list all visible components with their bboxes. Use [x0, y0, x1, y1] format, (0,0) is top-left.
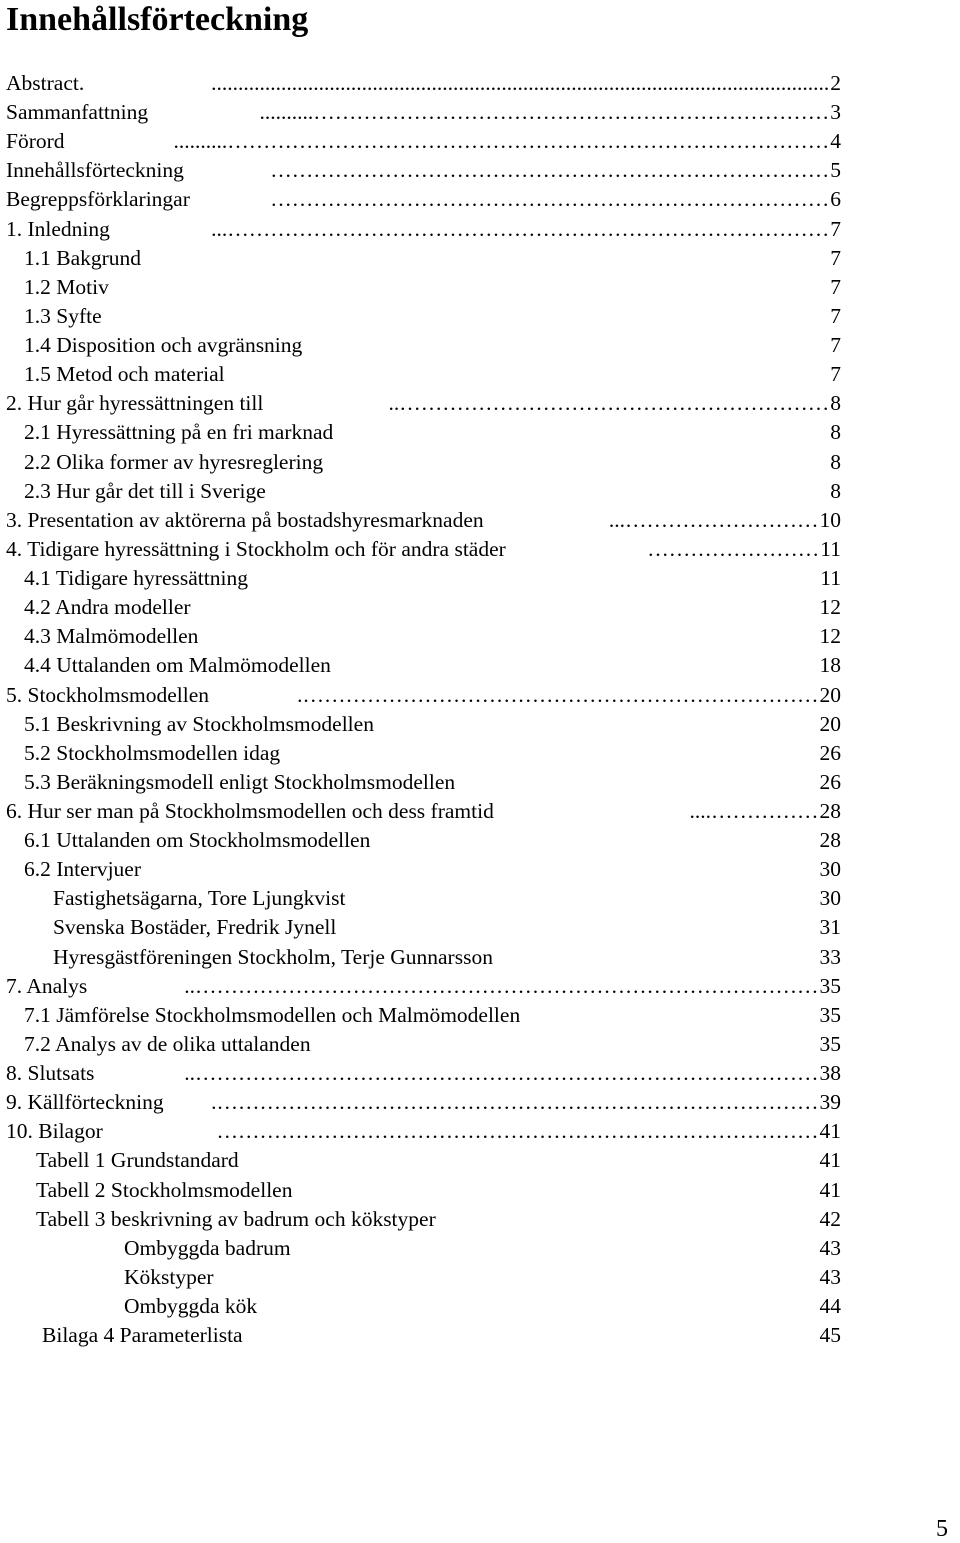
toc-entry — [24, 244, 861, 273]
toc-entry-page: 7 — [830, 333, 841, 358]
toc-entry-label: 6.1 Uttalanden om Stockholmsmodellen — [24, 828, 371, 853]
toc-entry-label: Begreppsförklaringar — [6, 187, 190, 212]
toc-entry-label: 9. Källförteckning — [6, 1090, 164, 1115]
toc-entry-leader: …………………………………………………………………………….. — [184, 1061, 819, 1086]
page-number: 5 — [936, 1516, 948, 1542]
toc-entry-label: Ombyggda kök — [124, 1294, 258, 1319]
toc-entry — [53, 913, 861, 942]
toc-entry-leader: …………………………………………………………………………... — [211, 216, 830, 241]
toc-entry-page: 42 — [819, 1206, 841, 1231]
toc-entry-label: 2.3 Hur går det till i Sverige — [24, 478, 266, 503]
toc-entry-page: 8 — [830, 391, 841, 416]
toc-entry — [6, 535, 861, 564]
toc-entry — [24, 448, 861, 477]
toc-entry — [24, 273, 861, 302]
toc-entry-page: 7 — [830, 274, 841, 299]
toc-entry-label: 1.2 Motiv — [24, 274, 109, 299]
toc-entry — [36, 1146, 861, 1175]
toc-entry — [6, 681, 861, 710]
toc-entry — [6, 98, 861, 127]
toc-entry — [6, 506, 861, 535]
toc-entry — [6, 797, 861, 826]
toc-entry — [6, 1117, 861, 1146]
toc-entry-label: Tabell 2 Stockholmsmodellen — [36, 1177, 293, 1202]
toc-entry-page: 35 — [819, 1002, 841, 1027]
toc-entry — [6, 972, 861, 1001]
toc-entry-leader: …………………… — [647, 536, 820, 561]
toc-entry-label: Hyresgästföreningen Stockholm, Terje Gunnarsson — [53, 944, 493, 969]
toc-entry-page: 43 — [819, 1235, 841, 1260]
toc-entry-page: 7 — [830, 303, 841, 328]
toc-entry — [24, 418, 861, 447]
toc-entry-page: 35 — [819, 1031, 841, 1056]
page-title: Innehållsförteckning — [6, 1, 309, 38]
toc-entry-label: 8. Slutsats — [6, 1061, 95, 1086]
toc-entry — [24, 768, 861, 797]
toc-entry-page: 10 — [819, 507, 841, 532]
toc-entry — [6, 1088, 861, 1117]
toc-entry-page: 31 — [819, 915, 841, 940]
toc-entry-label: 10. Bilagor — [6, 1119, 103, 1144]
toc-entry-page: 28 — [819, 828, 841, 853]
toc-entry-page: 11 — [820, 566, 841, 591]
toc-entry — [6, 156, 861, 185]
toc-entry-label: Förord — [6, 129, 65, 154]
toc-entry-label: Kökstyper — [124, 1264, 214, 1289]
toc-entry — [6, 185, 861, 214]
toc-entry-leader: …………………………………………………………………… — [270, 187, 830, 212]
toc-entry-label: 4.2 Andra modeller — [24, 595, 191, 620]
toc-entry-page: 41 — [819, 1148, 841, 1173]
toc-entry-page: 38 — [819, 1061, 841, 1086]
toc-entry-leader: ………………………………………………………………. — [297, 682, 819, 707]
toc-entry-page: 8 — [830, 478, 841, 503]
toc-entry-label: 5. Stockholmsmodellen — [6, 682, 210, 707]
toc-entry — [124, 1234, 861, 1263]
toc-entry-page: 26 — [819, 740, 841, 765]
toc-entry-label: 1.1 Bakgrund — [24, 245, 142, 270]
toc-entry — [53, 943, 861, 972]
toc-entry — [24, 1001, 861, 1030]
toc-entry-label: 5.2 Stockholmsmodellen idag — [24, 740, 281, 765]
toc-entry-label: 4.1 Tidigare hyressättning — [24, 566, 248, 591]
toc-entry — [24, 331, 861, 360]
toc-entry-page: 3 — [830, 100, 841, 125]
toc-entry — [24, 564, 861, 593]
toc-entry-page: 30 — [819, 857, 841, 882]
toc-entry-page: 41 — [819, 1177, 841, 1202]
toc-entry-page: 30 — [819, 886, 841, 911]
toc-entry-page: 8 — [830, 449, 841, 474]
toc-entry-page: 44 — [819, 1294, 841, 1319]
toc-entry — [42, 1321, 861, 1350]
toc-entry-page: 12 — [819, 624, 841, 649]
toc-entry-page: 41 — [819, 1119, 841, 1144]
toc-entry-label: 6. Hur ser man på Stockholmsmodellen och dess framtid — [6, 799, 494, 823]
toc-entry — [24, 739, 861, 768]
toc-entry — [24, 622, 861, 651]
toc-entry — [24, 593, 861, 622]
toc-entry — [24, 477, 861, 506]
toc-entry-label: Tabell 1 Grundstandard — [36, 1148, 239, 1173]
toc-entry — [24, 360, 861, 389]
toc-entry-page: 28 — [819, 799, 841, 823]
toc-entry — [6, 1059, 861, 1088]
toc-entry-label: 2.2 Olika former av hyresreglering — [24, 449, 324, 474]
toc-entry-label: 2. Hur går hyressättningen till — [6, 391, 264, 416]
toc-entry-leader: ………………………………………………………………………….......... — [173, 129, 830, 154]
toc-entry-label: 2.1 Hyressättning på en fri marknad — [24, 420, 334, 445]
toc-entry-label: 7.1 Jämförelse Stockholmsmodellen och Malmömodellen — [24, 1002, 521, 1027]
toc-entry-label: 7.2 Analys av de olika uttalanden — [24, 1031, 311, 1056]
toc-entry-label: Bilaga 4 Parameterlista — [42, 1323, 243, 1348]
toc-entry-label: Tabell 3 beskrivning av badrum och kökstyper — [36, 1206, 436, 1231]
toc-entry-label: 4. Tidigare hyressättning i Stockholm och för andra städer — [6, 536, 506, 561]
toc-entry-page: 20 — [819, 682, 841, 707]
toc-entry-page: 12 — [819, 595, 841, 620]
toc-entry — [53, 884, 861, 913]
toc-entry-page: 33 — [819, 944, 841, 969]
toc-entry-label: 1.5 Metod och material — [24, 362, 225, 387]
toc-entry-leader: …………………………………………………………………………….. — [184, 973, 819, 998]
toc-entry-label: 5.3 Beräkningsmodell enligt Stockholmsmodellen — [24, 769, 456, 794]
toc-entry — [6, 69, 861, 98]
toc-entry-label: Fastighetsägarna, Tore Ljungkvist — [53, 886, 346, 911]
toc-entry-page: 2 — [830, 71, 841, 95]
toc-entry-label: 3. Presentation av aktörerna på bostadshyresmarknaden — [6, 507, 484, 532]
toc-entry — [36, 1205, 861, 1234]
toc-entry — [6, 127, 861, 156]
toc-entry-label: Innehållsförteckning — [6, 158, 184, 183]
toc-entry-page: 20 — [819, 711, 841, 736]
toc-entry-leader: …………………………………………………………………………. — [211, 1090, 819, 1115]
toc-entry-label: 1.3 Syfte — [24, 303, 102, 328]
toc-entry-page: 26 — [819, 769, 841, 794]
toc-entry-page: 7 — [830, 245, 841, 270]
toc-entry — [124, 1263, 861, 1292]
toc-entry-page: 6 — [830, 187, 841, 212]
toc-entry-label: Svenska Bostäder, Fredrik Jynell — [53, 915, 337, 940]
toc-entry-label: Ombyggda badrum — [124, 1235, 291, 1260]
toc-entry-label: 4.3 Malmömodellen — [24, 624, 199, 649]
toc-entry-page: 7 — [830, 216, 841, 241]
toc-entry-label: Sammanfattning — [6, 100, 149, 125]
toc-entry — [24, 855, 861, 884]
toc-entry — [24, 651, 861, 680]
toc-entry-label: Abstract. — [6, 71, 85, 95]
toc-entry-leader: ………………………………………………………………………… — [216, 1119, 819, 1144]
toc-entry — [24, 302, 861, 331]
toc-entry — [24, 1030, 861, 1059]
toc-entry-label: 1.4 Disposition och avgränsning — [24, 333, 303, 358]
toc-entry-leader: ................................................................................................................... — [211, 71, 830, 95]
toc-entry-label: 4.4 Uttalanden om Malmömodellen — [24, 653, 331, 678]
toc-entry-page: 7 — [830, 362, 841, 387]
toc-entry-label: 5.1 Beskrivning av Stockholmsmodellen — [24, 711, 374, 736]
toc-entry — [6, 215, 861, 244]
toc-entry — [24, 826, 861, 855]
toc-entry-page: 4 — [830, 129, 841, 154]
toc-entry-page: 35 — [819, 973, 841, 998]
toc-entry-leader: …………………………………………………….. — [388, 391, 830, 416]
toc-entry-label: 1. Inledning — [6, 216, 110, 241]
toc-entry — [6, 389, 861, 418]
toc-entry-leader: ……………………………………………………………….......... — [259, 100, 830, 125]
toc-entry-leader: …………………………………………………………………… — [270, 158, 830, 183]
toc-entry — [24, 710, 861, 739]
toc-entry-label: 6.2 Intervjuer — [24, 857, 142, 882]
toc-entry-page: 11 — [820, 536, 841, 561]
toc-entry — [124, 1292, 861, 1321]
toc-entry-page: 8 — [830, 420, 841, 445]
toc-entry-label: 7. Analys — [6, 973, 88, 998]
toc-entry-page: 45 — [819, 1323, 841, 1348]
toc-entry-leader: ………………………... — [608, 507, 819, 532]
toc-entry — [36, 1176, 861, 1205]
toc-entry-page: 43 — [819, 1264, 841, 1289]
toc-entry-page: 5 — [830, 158, 841, 183]
toc-entry-page: 39 — [819, 1090, 841, 1115]
toc-entry-page: 18 — [819, 653, 841, 678]
toc-entry-leader: …………….... — [689, 799, 819, 823]
